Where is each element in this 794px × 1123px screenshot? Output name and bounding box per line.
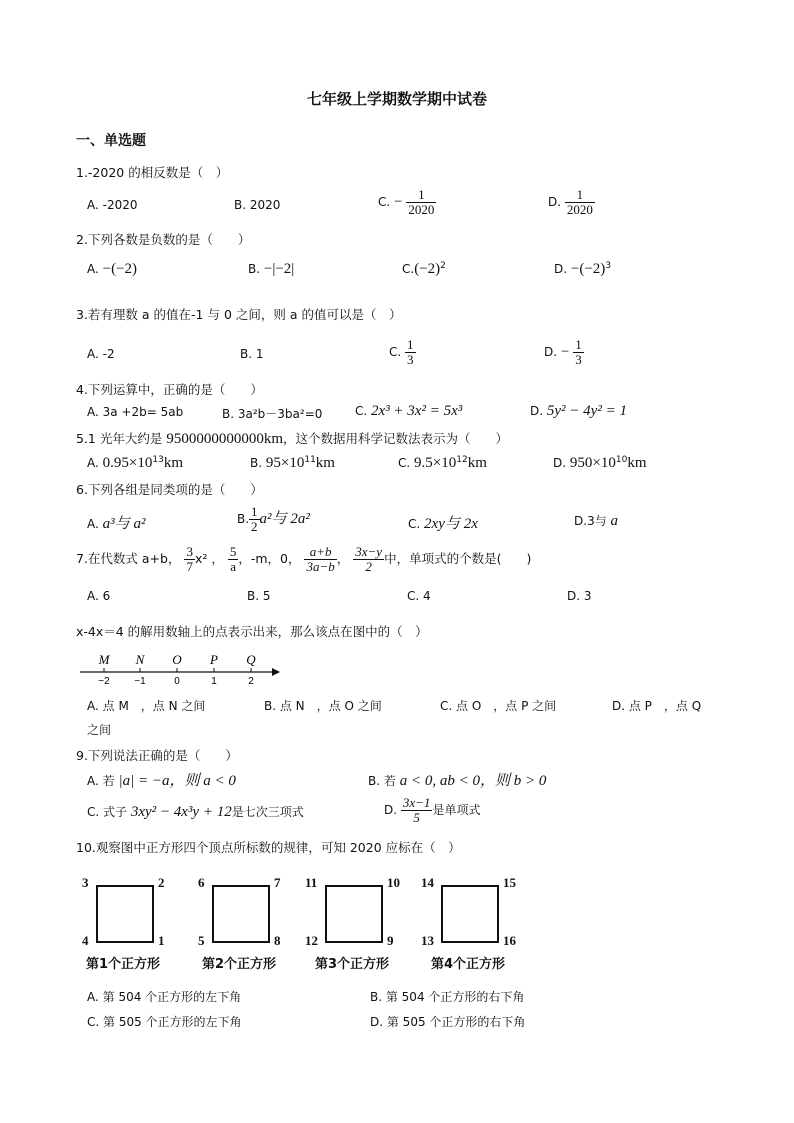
q4-option-a: A. 3a +2b= 5ab (87, 405, 184, 419)
q4-d-label: D. (530, 404, 544, 418)
q3-c-den: 3 (407, 352, 414, 367)
q10-option-c: C. 第 505 个正方形的左下角 (87, 1015, 242, 1029)
q9-c-tail: 是七次三项式 (231, 805, 304, 819)
q7-mid: ，-m，0， (238, 551, 301, 566)
q5-d-expr: 950×10 (569, 455, 616, 471)
q4-d-expr: 5y² − 4y² = 1 (546, 403, 627, 419)
q5-d-label: D. (553, 456, 567, 470)
number-line-tick-label: −2 (98, 676, 110, 686)
q7-fraction-1 (184, 545, 195, 574)
number-line-point-label: P (210, 652, 218, 667)
q6-c-label: C. (408, 517, 421, 531)
question-3-stem: 3.若有理数 a 的值在-1 与 0 之间，则 a 的值可以是（ ） (76, 307, 402, 322)
q2-a-label: A. (87, 262, 99, 276)
q2-a-expr: −(−2) (102, 261, 138, 277)
q6-option-b (237, 505, 310, 534)
q2-option-d (554, 261, 611, 278)
q7-option-c: C. 4 (407, 589, 431, 603)
q3-c-fraction (405, 338, 416, 367)
square-shape (325, 885, 383, 943)
q1-c-sign: − (394, 194, 403, 210)
square-corner-number: 11 (305, 875, 318, 890)
q1-option-c (378, 188, 436, 217)
q5-b-label: B. (250, 456, 263, 470)
q7-f4-den: 2 (365, 559, 372, 574)
q7-f1-den: 7 (186, 559, 193, 574)
q7-f1-tail: x² (194, 551, 208, 566)
q4-option-b: B. 3a²b－3ba²=0 (222, 407, 323, 421)
q6-d-label: D. (574, 514, 588, 528)
square-corner-number: 14 (421, 875, 434, 890)
q10-option-a: A. 第 504 个正方形的左下角 (87, 990, 242, 1004)
q6-b-num: 1 (251, 504, 258, 519)
q5-stem-pre: 5.1 光年大约是 (76, 431, 163, 446)
q5-d-unit: km (627, 455, 647, 471)
q3-option-d (544, 338, 584, 367)
q5-option-a (87, 455, 183, 472)
q1-c-label: C. (378, 195, 391, 209)
q6-b-label: B. (237, 512, 250, 526)
q3-d-sign: − (560, 344, 570, 360)
q10-option-b: B. 第 504 个正方形的右下角 (370, 990, 525, 1004)
section-heading: 一、单选题 (76, 133, 146, 149)
q6-b-expr2: 2a² (290, 511, 310, 527)
q1-d-num: 1 (565, 188, 595, 203)
q2-d-expr: −(−2) (570, 261, 606, 277)
q9-d-den: 5 (413, 810, 420, 825)
q7-f1-num: 3 (186, 544, 193, 559)
question-4-stem: 4.下列运算中，正确的是（ ） (76, 382, 263, 397)
q7-sep-1: ， (211, 551, 224, 566)
q3-option-b: B. 1 (240, 347, 264, 361)
square-corner-number: 3 (82, 875, 89, 890)
q5-c-exp: 12 (456, 455, 468, 465)
square-corner-number: 9 (387, 933, 394, 948)
q5-b-unit: km (315, 455, 335, 471)
q6-a-label: A. (87, 517, 99, 531)
q6-a-expr1: a³与 (102, 516, 130, 532)
number-line-tick-label: 0 (174, 676, 180, 686)
number-line-point-label: N (135, 652, 145, 667)
question-8-stem: x-4x＝4 的解用数轴上的点表示出来，那么该点在图中的（ ） (76, 624, 428, 639)
square-caption: 第1个正方形 (86, 957, 161, 972)
question-7-stem (76, 545, 531, 574)
square-corner-number: 7 (274, 875, 281, 890)
q9-c-label: C. 式子 (87, 805, 128, 819)
q8-option-c: C. 点 O ，点 P 之间 (440, 699, 557, 713)
square-caption: 第3个正方形 (315, 957, 390, 972)
q9-d-tail: 是单项式 (432, 803, 481, 817)
q7-option-a: A. 6 (87, 589, 111, 603)
q5-c-label: C. (398, 456, 411, 470)
q8-option-d: D. 点 P ，点 Q (612, 699, 702, 713)
q1-c-den: 2020 (408, 202, 435, 217)
square-corner-number: 10 (387, 875, 400, 890)
q2-option-a (87, 261, 137, 278)
q7-f3-den: 3a−b (306, 559, 335, 574)
question-2-stem: 2.下列各数是负数的是（ ） (76, 232, 251, 247)
number-line-tick-label: 2 (248, 676, 254, 686)
q7-fraction-2 (228, 545, 239, 574)
question-9-stem: 9.下列说法正确的是（ ） (76, 748, 238, 763)
square-corner-number: 4 (82, 933, 89, 948)
question-1-stem: 1.-2020 的相反数是（ ） (76, 165, 229, 180)
q3-c-label: C. (389, 345, 402, 359)
q6-b-fraction (249, 505, 260, 534)
q6-option-c (408, 512, 478, 533)
q3-c-num: 1 (407, 337, 414, 352)
q5-a-exp: 13 (152, 455, 164, 465)
q9-a-expr: |a| = −a，则 a < 0 (118, 773, 236, 789)
q9-b-label: B. 若 (368, 774, 396, 788)
q10-option-d: D. 第 505 个正方形的右下角 (370, 1015, 526, 1029)
number-line-tick-label: −1 (134, 676, 146, 686)
q6-c-expr2: 2x (463, 516, 478, 532)
q5-b-exp: 11 (304, 455, 316, 465)
q9-d-num: 3x−1 (402, 795, 431, 810)
q6-a-expr2: a² (133, 516, 146, 532)
q2-b-expr: −|−2| (263, 261, 295, 277)
q1-c-num: 1 (406, 188, 436, 203)
number-line-arrow (272, 668, 280, 676)
square-corner-number: 6 (198, 875, 205, 890)
q9-option-d (384, 796, 480, 825)
q6-d-expr2: a (610, 513, 619, 529)
q2-d-exp: 3 (605, 261, 612, 271)
q7-f2-num: 5 (229, 544, 237, 559)
q9-option-a (87, 769, 236, 790)
q9-c-expr: 3xy² − 4x³y + 12 (130, 804, 232, 820)
square-corner-number: 13 (421, 933, 434, 948)
question-6-stem: 6.下列各组是同类项的是（ ） (76, 482, 263, 497)
q3-d-den: 3 (575, 352, 582, 367)
number-line-figure (76, 648, 286, 686)
q2-option-b (248, 261, 294, 278)
number-line-point-label: O (172, 652, 182, 667)
q7-fraction-3 (304, 545, 336, 574)
square-corner-number: 2 (158, 875, 165, 890)
q1-option-a: A. -2020 (87, 198, 138, 212)
q7-f4-num: 3x−y (355, 544, 383, 559)
q5-a-unit: km (163, 455, 183, 471)
q2-c-label: C. (402, 262, 415, 276)
q4-c-label: C. (355, 404, 368, 418)
square-corner-number: 1 (158, 933, 165, 948)
square-corner-number: 16 (503, 933, 516, 948)
q6-b-den: 2 (251, 519, 258, 534)
q7-f3-num: a+b (304, 545, 336, 560)
q5-option-b (250, 455, 335, 472)
q3-d-fraction (573, 338, 584, 367)
q5-c-unit: km (467, 455, 487, 471)
q1-c-fraction (406, 188, 436, 217)
square-corner-number: 15 (503, 875, 516, 890)
q1-d-fraction (565, 188, 595, 217)
q1-option-d (548, 188, 595, 217)
q9-option-b (368, 769, 546, 790)
q5-c-expr: 9.5×10 (414, 455, 457, 471)
q2-b-label: B. (248, 262, 261, 276)
q5-a-expr: 0.95×10 (102, 455, 153, 471)
q1-option-b: B. 2020 (234, 198, 281, 212)
q6-option-d (574, 512, 618, 530)
q2-d-label: D. (554, 262, 568, 276)
q2-option-c (402, 261, 446, 278)
q4-c-expr: 2x³ + 3x² = 5x³ (371, 403, 463, 419)
q9-a-label: A. 若 (87, 774, 115, 788)
square-shape (441, 885, 499, 943)
q3-option-c (389, 338, 416, 367)
q4-option-d (530, 403, 627, 420)
q5-option-d (553, 455, 646, 472)
q7-stem-post: 中，单项式的个数是( ) (384, 551, 532, 566)
q3-d-label: D. (544, 345, 558, 359)
q2-c-exp: 2 (440, 261, 446, 271)
q7-option-b: B. 5 (247, 589, 271, 603)
square-corner-number: 12 (305, 933, 318, 948)
q5-d-exp: 10 (615, 455, 628, 465)
q7-stem-pre: 7.在代数式 a+b， (76, 551, 181, 566)
q9-d-label: D. (384, 803, 398, 817)
page-title: 七年级上学期数学期中试卷 (306, 90, 487, 108)
q6-d-expr1: 3与 (587, 514, 607, 528)
q7-fraction-4 (353, 545, 384, 574)
q5-stem-num: 9500000000000km (166, 431, 284, 447)
number-line-point-label: M (98, 652, 110, 667)
q3-d-num: 1 (575, 337, 582, 352)
q6-b-expr1: a²与 (259, 511, 287, 527)
q4-option-c (355, 403, 462, 420)
q8-option-d-tail: 之间 (87, 723, 112, 737)
question-10-stem: 10.观察图中正方形四个顶点所标数的规律，可知 2020 应标在（ ） (76, 840, 461, 855)
q9-option-c (87, 803, 304, 821)
square-corner-number: 8 (274, 933, 281, 948)
q9-b-expr: a < 0, ab < 0，则 b > 0 (399, 773, 547, 789)
q7-f2-den: a (230, 559, 236, 574)
q6-option-a (87, 512, 145, 533)
number-line-marks (98, 652, 257, 686)
q5-stem-post: ，这个数据用科学记数法表示为（ ） (283, 431, 509, 446)
q3-option-a: A. -2 (87, 347, 115, 361)
q5-b-expr: 95×10 (265, 455, 305, 471)
q5-option-c (398, 455, 487, 472)
q8-option-a: A. 点 M ，点 N 之间 (87, 699, 206, 713)
number-line-tick-label: 1 (211, 676, 217, 686)
number-line-point-label: Q (246, 652, 256, 667)
question-5-stem (76, 429, 508, 448)
square-caption: 第2个正方形 (202, 957, 277, 972)
q6-c-expr1: 2xy与 (424, 516, 460, 532)
q2-c-expr: (−2) (414, 261, 441, 277)
q1-d-label: D. (548, 195, 562, 209)
q1-d-den: 2020 (566, 202, 593, 217)
square-caption: 第4个正方形 (431, 957, 506, 972)
square-shape (96, 885, 154, 943)
q7-option-d: D. 3 (567, 589, 592, 603)
square-shape (212, 885, 270, 943)
q7-sep-2: ， (336, 551, 350, 566)
q9-d-fraction (401, 796, 433, 825)
q5-a-label: A. (87, 456, 99, 470)
square-corner-number: 5 (198, 933, 205, 948)
q8-option-b: B. 点 N ，点 O 之间 (264, 699, 382, 713)
